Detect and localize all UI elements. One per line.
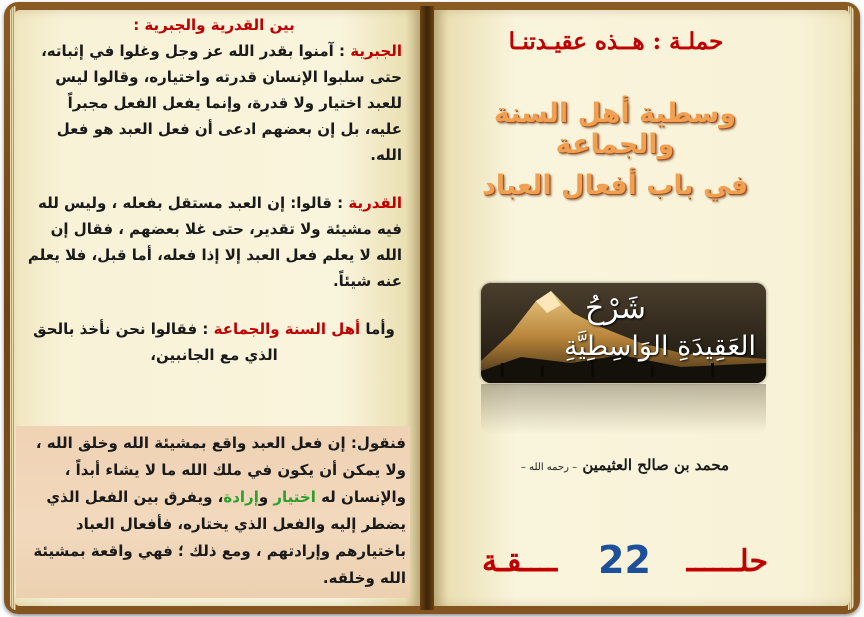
campaign-title: حملـة : هــذه عقيـدتنـا xyxy=(508,28,724,55)
episode-label xyxy=(478,538,768,584)
quote-part1: فنقول: إن فعل العبد واقع بمشيئة الله وخلق الله ، ولا يمكن أن يكون في ملك الله ما لا يشاء أبداً ، والإنسان له xyxy=(35,434,406,506)
image-caption-top: شَرْحُ xyxy=(584,291,646,326)
image-reflection xyxy=(481,384,766,434)
qadariyya-text: : قالوا: إن العبد مستقل بفعله ، وليس لله فيه مشيئة ولا تقدير، حتى غلا بعضهم ، فقال إن الله لا يعلم فعل العبد إلا إذا فعله، أما قبل، فلا يعلم عنه شيئاً. xyxy=(27,194,402,290)
left-page-text xyxy=(26,12,402,368)
jabriyya-paragraph xyxy=(26,38,402,168)
quote-text xyxy=(22,430,406,592)
episode-word-right: حلــــــ xyxy=(686,544,768,579)
author-name: محمد بن صالح العثيمين xyxy=(582,456,730,474)
author-dua: – رحمه الله – xyxy=(520,462,578,473)
author-line xyxy=(480,456,770,474)
qadariyya-paragraph xyxy=(26,190,402,294)
ahl-sunnah-text: : فقالوا نحن نأخذ بالحق الذي مع الجانبين، xyxy=(33,320,278,364)
irada-term: إرادة xyxy=(223,488,259,506)
ahl-sunnah-term: أهل السنة والجماعة xyxy=(213,320,361,338)
episode-number: 22 xyxy=(598,538,651,582)
jabriyya-term: الجبرية xyxy=(350,42,402,60)
book-spine xyxy=(420,6,434,610)
main-title-line2: في باب أفعال العباد xyxy=(482,170,748,201)
image-caption-bottom: العَقِيدَةِ الوَاسِطِيَّةِ xyxy=(563,331,756,362)
ahl-sunnah-paragraph xyxy=(26,316,402,368)
ikhtiyar-term: اختيار xyxy=(273,488,316,506)
quote-part2: ، ويفرق بين الفعل الذي يضطر إليه والفعل الذي يختاره، فأفعال العباد باختيارهم وإرادتهم ، ومع ذلك ؛ فهي واقعة بمشيئة الله وخلقه. xyxy=(33,488,406,587)
book-cover-image xyxy=(481,283,766,383)
episode-word-left: ــــقـة xyxy=(482,544,558,579)
qadariyya-term: القدرية xyxy=(348,194,402,212)
section-heading: بين القدرية والجبرية : xyxy=(133,16,295,34)
ahl-sunnah-prefix: وأما xyxy=(360,320,395,338)
jabriyya-text: : آمنوا بقدر الله عز وجل وغلوا في إثباته، حتى سلبوا الإنسان قدرته واختياره، وقالوا ليس للعبد اختيار ولا قدرة، وإنما يفعل الفعل مجبراً عليه، بل إن بعضهم ادعى أن فعل العبد هو فعل الله. xyxy=(41,42,402,164)
quote-and: و xyxy=(258,488,274,506)
main-title-line1: وسطية أهل السنة والجماعة xyxy=(493,98,737,160)
